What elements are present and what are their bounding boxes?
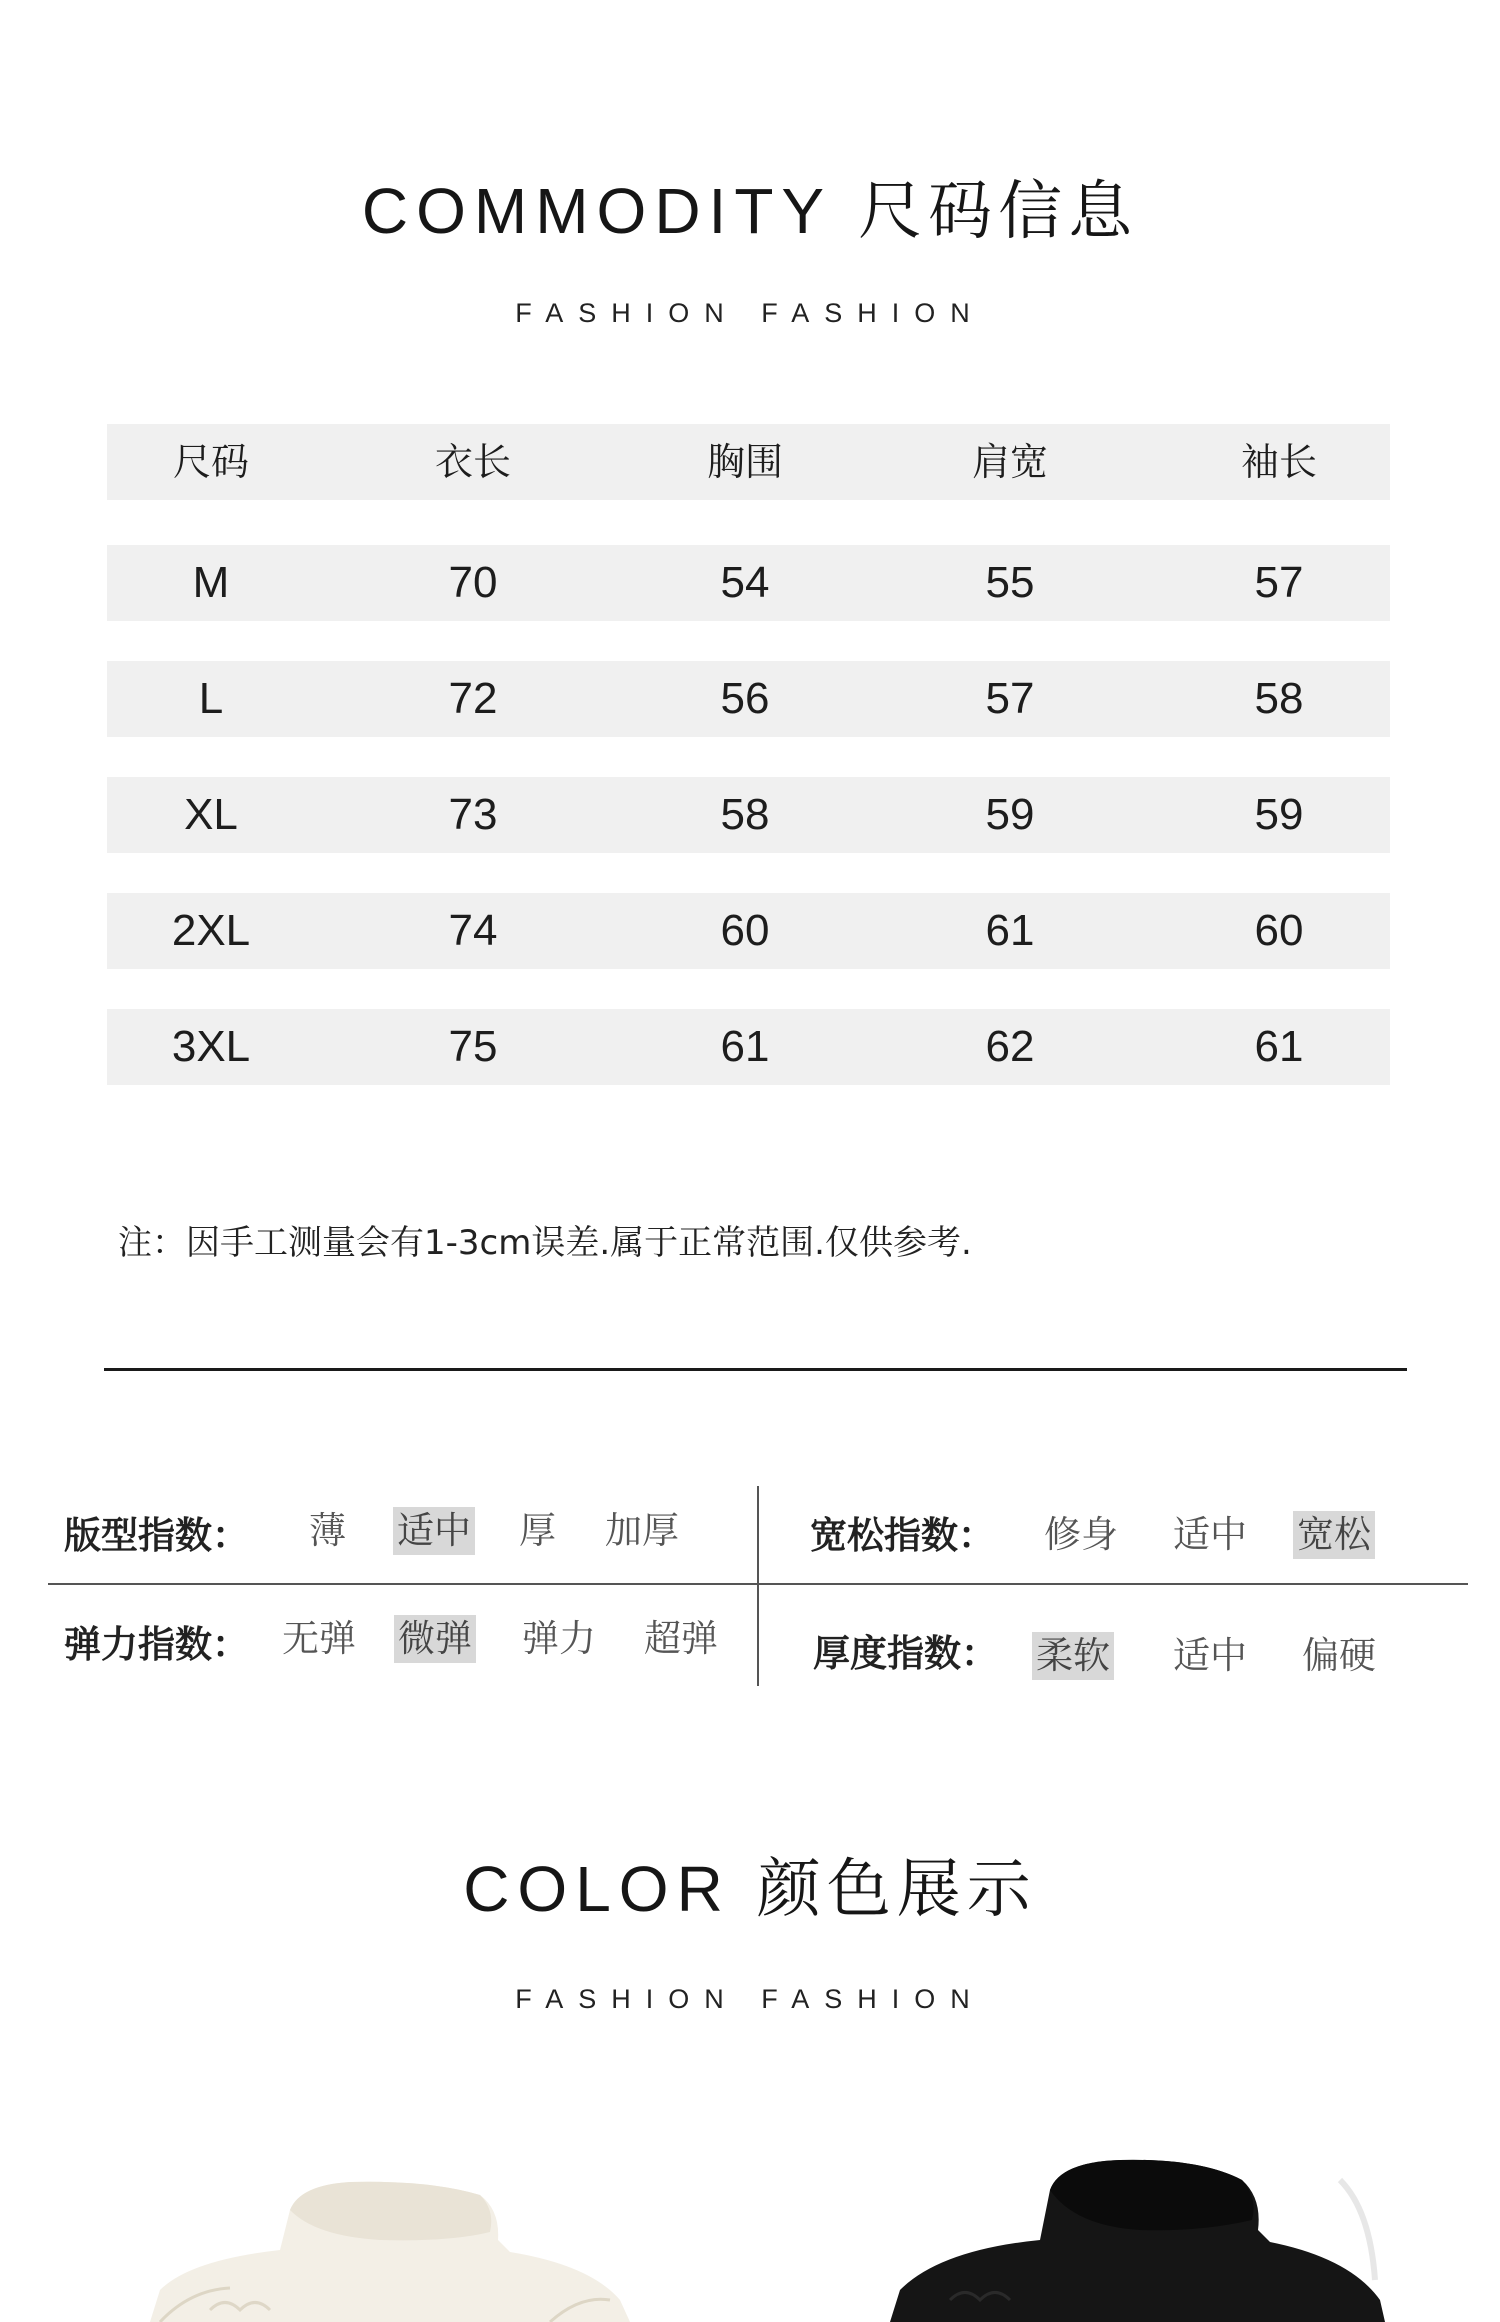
cell-shoulder: 61 xyxy=(985,906,1035,955)
cell-size: M xyxy=(192,558,230,607)
cell-size: 3XL xyxy=(171,1022,251,1071)
cell-size: 2XL xyxy=(171,906,251,955)
cell-sleeve: 61 xyxy=(1254,1022,1304,1071)
cell-length: 74 xyxy=(448,906,498,955)
elasticity-option-super: 超弹 xyxy=(644,1617,718,1660)
cell-sleeve: 60 xyxy=(1254,906,1304,955)
elasticity-option-slight: 微弹 xyxy=(394,1615,476,1663)
size-section-subtitle: FASHION FASHION xyxy=(515,298,985,328)
cell-chest: 54 xyxy=(720,558,770,607)
header-shoulder: 肩宽 xyxy=(971,440,1048,484)
index-vertical-divider xyxy=(757,1486,759,1686)
looseness-option-medium: 适中 xyxy=(1173,1513,1247,1556)
color-section-title xyxy=(0,1838,1500,1930)
cell-chest: 56 xyxy=(720,674,770,723)
header-chest: 胸围 xyxy=(706,440,783,484)
color-section-subtitle: FASHION FASHION xyxy=(515,1984,985,2014)
table-row xyxy=(107,777,1390,853)
cell-length: 75 xyxy=(448,1022,498,1071)
fit-option-thick: 厚 xyxy=(519,1509,556,1552)
color-title-en: COLOR xyxy=(463,1853,731,1925)
cell-shoulder: 55 xyxy=(985,558,1035,607)
black-sweater-image xyxy=(870,2150,1390,2322)
cell-shoulder: 62 xyxy=(985,1022,1035,1071)
elasticity-option-none: 无弹 xyxy=(282,1617,356,1660)
cell-chest: 58 xyxy=(720,790,770,839)
cell-length: 70 xyxy=(448,558,498,607)
size-title-cn: 尺码信息 xyxy=(858,175,1139,249)
fit-option-thin: 薄 xyxy=(309,1509,346,1552)
thickness-option-stiff: 偏硬 xyxy=(1302,1634,1376,1677)
table-row xyxy=(107,1009,1390,1085)
size-title-en: COMMODITY xyxy=(361,175,833,247)
cell-shoulder: 59 xyxy=(985,790,1035,839)
fit-option-extra-thick: 加厚 xyxy=(605,1509,679,1552)
thickness-option-medium: 适中 xyxy=(1173,1634,1247,1677)
looseness-option-loose: 宽松 xyxy=(1293,1511,1375,1559)
cell-chest: 61 xyxy=(720,1022,770,1071)
header-size: 尺码 xyxy=(172,440,249,484)
table-row xyxy=(107,661,1390,737)
looseness-option-slim: 修身 xyxy=(1044,1513,1118,1556)
looseness-index-label: 宽松指数： xyxy=(810,1514,995,1557)
measurement-note: 注：因手工测量会有1-3cm误差.属于正常范围.仅供参考. xyxy=(118,1223,972,1263)
thickness-option-soft: 柔软 xyxy=(1032,1632,1114,1680)
size-table-header xyxy=(107,424,1390,500)
cell-sleeve: 58 xyxy=(1254,674,1304,723)
elasticity-option-elastic: 弹力 xyxy=(522,1617,596,1660)
table-row xyxy=(107,893,1390,969)
cell-chest: 60 xyxy=(720,906,770,955)
header-sleeve: 袖长 xyxy=(1240,440,1317,484)
cell-shoulder: 57 xyxy=(985,674,1035,723)
thickness-index-label: 厚度指数： xyxy=(813,1632,998,1675)
section-divider xyxy=(104,1368,1407,1371)
color-title-cn: 颜色展示 xyxy=(756,1853,1037,1927)
cell-sleeve: 57 xyxy=(1254,558,1304,607)
cell-length: 73 xyxy=(448,790,498,839)
table-row xyxy=(107,545,1390,621)
cell-length: 72 xyxy=(448,674,498,723)
index-horizontal-divider xyxy=(48,1583,1468,1585)
elasticity-index-label: 弹力指数： xyxy=(64,1623,249,1666)
fit-index-label: 版型指数： xyxy=(64,1514,249,1557)
cell-size: XL xyxy=(184,790,238,839)
size-section-title xyxy=(0,160,1500,252)
cell-size: L xyxy=(198,674,224,723)
header-length: 衣长 xyxy=(434,440,511,484)
fit-option-medium: 适中 xyxy=(393,1507,475,1555)
white-sweater-image xyxy=(150,2170,630,2322)
cell-sleeve: 59 xyxy=(1254,790,1304,839)
